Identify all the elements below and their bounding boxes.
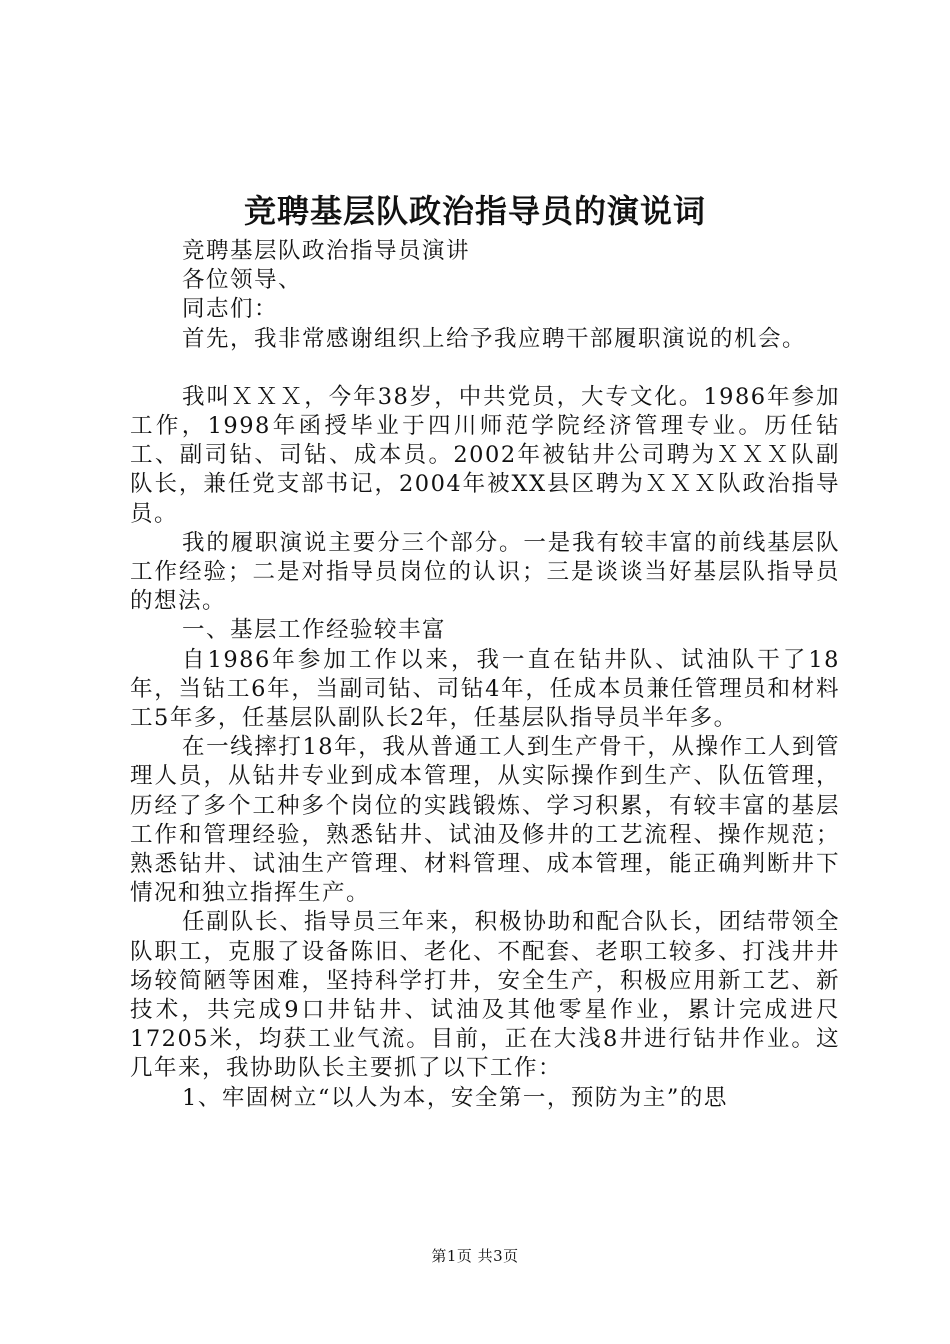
paragraph-opening-thanks: 首先，我非常感谢组织上给予我应聘干部履职演说的机会。 [182, 325, 807, 352]
paragraph-speech-outline: 我的履职演说主要分三个部分。一是我有较丰富的前线基层队工作经验；二是对指导员岗位的认识；三是谈谈当好基层队指导员的想法。 [130, 529, 840, 615]
document-title: 竞聘基层队政治指导员的演说词 [243, 192, 706, 230]
paragraph-speech-heading: 竞聘基层队政治指导员演讲 [182, 238, 471, 264]
page-indicator: 第1页 共3页 [431, 1247, 519, 1265]
section-heading-experience: 一、基层工作经验较丰富 [182, 617, 447, 644]
paragraph-salutation-leaders: 各位领导、 [182, 267, 303, 294]
paragraph-frontline-experience: 在一线摔打18年，我从普通工人到生产骨干，从操作工人到管理人员，从钻井专业到成本管理，从实际操作到生产、队伍管理，历经了多个工种多个岗位的实践锻炼、学习积累，有较丰富的基层工作和管理经验，熟悉钻井、试油及修井的工艺流程、操作规范；熟悉钻井、试油生产管理、材料管理、成本管理，能正确判断井下情况和独立指挥生产。 [130, 734, 840, 907]
paragraph-work-history: 自1986年参加工作以来，我一直在钻井队、试油队干了18年，当钻工6年，当副司钻、司钻4年，任成本员兼任管理员和材料工5年多，任基层队副队长2年，任基层队指导员半年多。 [130, 646, 840, 732]
paragraph-list-item-1: 1、牢固树立“以人为本，安全第一，预防为主”的思 [182, 1084, 728, 1111]
document-body [130, 237, 840, 1113]
paragraph-salutation-comrades: 同志们： [182, 296, 279, 323]
paragraph-self-introduction: 我叫ＸＸＸ，今年38岁，中共党员，大专文化。1986年参加工作，1998年函授毕业于四川师范学院经济管理专业。历任钻工、副司钻、司钻、成本员。2002年被钻井公司聘为ＸＸＸ队副队长，兼任党支部书记，2004年被XX县区聘为ＸＸＸ队政治指导员。 [130, 383, 840, 527]
paragraph-achievements: 任副队长、指导员三年来，积极协助和配合队长，团结带领全队职工，克服了设备陈旧、老化、不配套、老职工较多、打浅井井场较简陋等困难，坚持科学打井，安全生产，积极应用新工艺、新技术，共完成9口井钻井、试油及其他零星作业，累计完成进尺17205米，均获工业气流。目前，正在大浅8井进行钻井作业。这几年来，我协助队长主要抓了以下工作： [130, 909, 840, 1082]
